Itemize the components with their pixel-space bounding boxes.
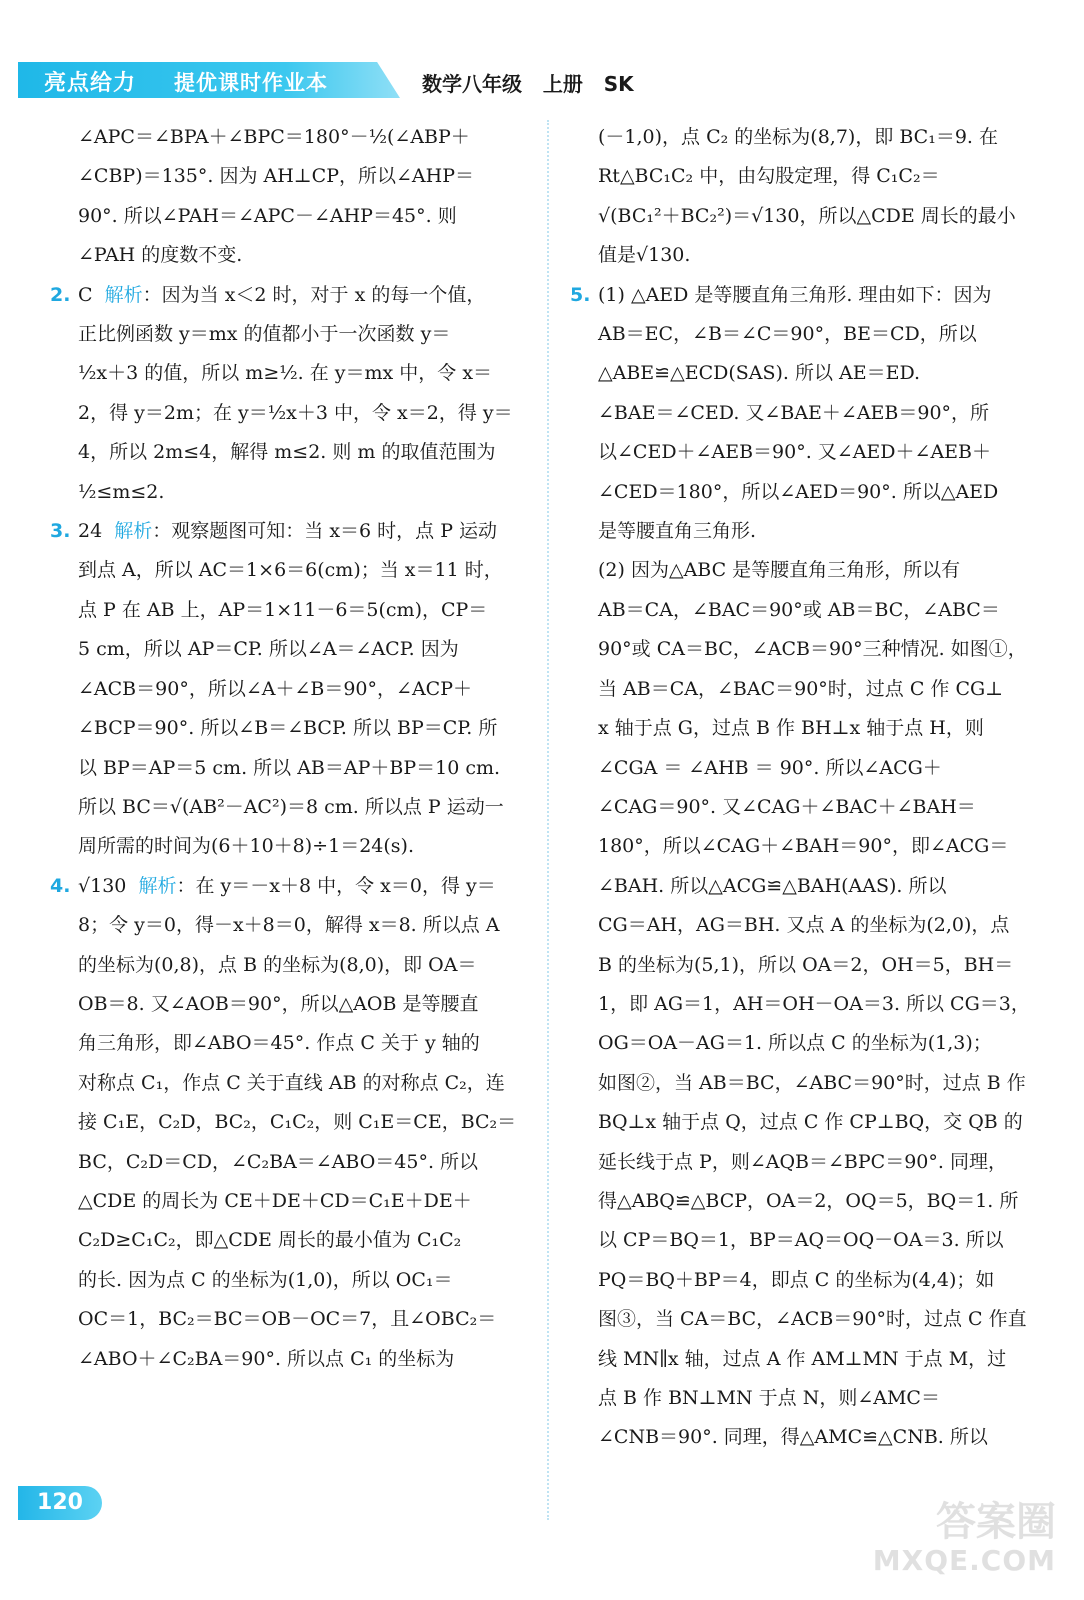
answer-line: ∠BAH. 所以△ACG≌△BAH(AAS). 所以 (598, 874, 947, 897)
item-number: 2. (50, 283, 71, 306)
brand-title: 亮点给力 (44, 71, 137, 96)
answer-line: 以 BP＝AP＝5 cm. 所以 AB＝AP＋BP＝10 cm. (78, 756, 501, 779)
continued-line: Rt△BC₁C₂ 中，由勾股定理，得 C₁C₂＝ (598, 165, 940, 188)
answer-line: ½≤m≤2. (78, 480, 165, 503)
answer-line: ∠BCP＝90°. 所以∠B＝∠BCP. 所以 BP＝CP. 所 (78, 717, 498, 740)
answer-line: PQ＝BQ＋BP＝4，即点 C 的坐标为(4,4)；如 (598, 1268, 995, 1291)
answer-line: ∠ABO＋∠C₂BA＝90°. 所以点 C₁ 的坐标为 (78, 1347, 455, 1370)
answer-line: 180°，所以∠CAG＋∠BAH＝90°，即∠ACG＝ (598, 835, 1009, 858)
answer-line: ∠CAG＝90°. 又∠CAG＋∠BAC＋∠BAH＝ (598, 795, 976, 818)
answer-line: ∠BAE＝∠CED. 又∠BAE＋∠AEB＝90°，所 (598, 401, 990, 424)
answer: √130 (78, 874, 127, 897)
answer-line: 角三角形，即∠ABO＝45°. 作点 C 关于 y 轴的 (78, 1032, 480, 1055)
answer-line: 是等腰直角三角形. (598, 520, 757, 543)
continued-line: √(BC₁²＋BC₂²)＝√130，所以△CDE 周长的最小 (598, 204, 1016, 227)
answer-line: (2) 因为△ABC 是等腰直角三角形，所以有 (598, 559, 961, 582)
answer-line (78, 867, 526, 906)
answer-line: (1) △AED 是等腰直角三角形. 理由如下：因为 (598, 283, 992, 306)
answer-line: OB＝8. 又∠AOB＝90°，所以△AOB 是等腰直 (78, 992, 479, 1015)
answer-text: ：在 y＝－x＋8 中，令 x＝0，得 y＝ (176, 874, 496, 897)
answer-line (78, 512, 526, 551)
answer-line: B 的坐标为(5,1)，所以 OA＝2，OH＝5，BH＝ (598, 953, 1014, 976)
watermark (862, 1490, 1062, 1590)
answer-line: ∠CNB＝90°. 同理，得△AMC≌△CNB. 所以 (598, 1426, 988, 1449)
answer-line: 对称点 C₁，作点 C 关于直线 AB 的对称点 C₂，连 (78, 1071, 505, 1094)
answer-line: AB＝EC，∠B＝∠C＝90°，BE＝CD，所以 (598, 323, 977, 346)
answer-line: ∠CED＝180°，所以∠AED＝90°. 所以△AED (598, 480, 999, 503)
answer-text: ：因为当 x＜2 时，对于 x 的每一个值， (142, 283, 486, 306)
answer-line: 2，得 y＝2m；在 y＝½x＋3 中，令 x＝2，得 y＝ (78, 401, 513, 424)
answer-line: 8；令 y＝0，得－x＋8＝0，解得 x＝8. 所以点 A (78, 914, 500, 937)
answer-item-5 (570, 276, 1046, 1458)
answer-line: 的坐标为(0,8)，点 B 的坐标为(8,0)，即 OA＝ (78, 953, 477, 976)
answer-line: 接 C₁E，C₂D，BC₂，C₁C₂，则 C₁E＝CE，BC₂＝ (78, 1111, 517, 1134)
answer: C (78, 283, 93, 306)
answer-line (78, 276, 526, 315)
item-number: 5. (570, 283, 591, 306)
answer-line: x 轴于点 G，过点 B 作 BH⊥x 轴于点 H，则 (598, 717, 984, 740)
answer-line: 所以 BC＝√(AB²－AC²)＝8 cm. 所以点 P 运动一 (78, 795, 504, 818)
left-column (50, 118, 526, 1379)
answer-line: OG＝OA－AG＝1. 所以点 C 的坐标为(1,3)； (598, 1032, 992, 1055)
book-info: 数学八年级 上册 SK (422, 72, 634, 96)
answer-line: 的长. 因为点 C 的坐标为(1,0)，所以 OC₁＝ (78, 1268, 453, 1291)
answer-line: ∠ACB＝90°，所以∠A＋∠B＝90°，∠ACP＋ (78, 677, 472, 700)
item-number: 3. (50, 520, 71, 543)
answer-line: AB＝CA，∠BAC＝90°或 AB＝BC，∠ABC＝ (598, 598, 1000, 621)
page-number: 120 (18, 1486, 102, 1520)
analysis-label: 解析 (138, 874, 177, 897)
answer-line: BC，C₂D＝CD，∠C₂BA＝∠ABO＝45°. 所以 (78, 1150, 479, 1173)
intro-line: ∠PAH 的度数不变. (78, 244, 243, 267)
page-header (18, 62, 678, 98)
answer-line: ½x＋3 的值，所以 m≥½. 在 y＝mx 中，令 x＝ (78, 362, 493, 385)
column-divider (547, 120, 549, 1520)
answer-line: 4，所以 2m≤4，解得 m≤2. 则 m 的取值范围为 (78, 441, 496, 464)
right-column (570, 118, 1046, 1458)
answer-text: ：观察题图可知：当 x＝6 时，点 P 运动 (152, 520, 498, 543)
answer-line: ∠CGA ＝ ∠AHB ＝ 90°. 所以∠ACG＋ (598, 756, 942, 779)
answer-line: 1，即 AG＝1，AH＝OH－OA＝3. 所以 CG＝3， (598, 992, 1030, 1015)
intro-line: ∠APC＝∠BPA＋∠BPC＝180°－½(∠ABP＋ (78, 126, 470, 148)
answer-line: △ABE≌△ECD(SAS). 所以 AE＝ED. (598, 362, 921, 385)
answer-line: 图③，当 CA＝BC，∠ACB＝90°时，过点 C 作直 (598, 1308, 1027, 1331)
watermark-url: MXQE.COM (872, 1544, 1056, 1577)
continued-line: 值是√130. (598, 244, 691, 267)
analysis-label: 解析 (114, 520, 153, 543)
intro-line: 90°. 所以∠PAH＝∠APC－∠AHP＝45°. 则 (78, 204, 457, 227)
continued-line: (－1,0)，点 C₂ 的坐标为(8,7)，即 BC₁＝9. 在 (598, 126, 998, 148)
answer-line: △CDE 的周长为 CE＋DE＋CD＝C₁E＋DE＋ (78, 1189, 472, 1212)
answer-line: 以∠CED＋∠AEB＝90°. 又∠AED＋∠AEB＋ (598, 441, 992, 464)
answer-line: 5 cm，所以 AP＝CP. 所以∠A＝∠ACP. 因为 (78, 638, 459, 661)
answer-item-2 (50, 276, 526, 512)
answer-line: 得△ABQ≌△BCP，OA＝2，OQ＝5，BQ＝1. 所 (598, 1189, 1019, 1212)
answer-line: 点 P 在 AB 上，AP＝1×11－6＝5(cm)，CP＝ (78, 598, 488, 621)
intro-line: ∠CBP)＝135°. 因为 AH⊥CP，所以∠AHP＝ (78, 165, 474, 188)
answer-line: 如图②，当 AB＝BC，∠ABC＝90°时，过点 B 作 (598, 1071, 1026, 1094)
watermark-logo: 答案圈 (936, 1499, 1056, 1545)
analysis-label: 解析 (104, 283, 143, 306)
answer-line: 延长线于点 P，则∠AQB＝∠BPC＝90°. 同理， (598, 1150, 1007, 1173)
answer-line: 线 MN∥x 轴，过点 A 作 AM⊥MN 于点 M，过 (598, 1347, 1007, 1370)
answer-line: 点 B 作 BN⊥MN 于点 N，则∠AMC＝ (598, 1387, 940, 1409)
answer-line: 周所需的时间为(6＋10＋8)÷1＝24(s). (78, 835, 414, 858)
answer-item-3 (50, 512, 526, 867)
answer-line: 以 CP＝BQ＝1，BP＝AQ＝OQ－OA＝3. 所以 (598, 1229, 1004, 1252)
answer-line: 到点 A，所以 AC＝1×6＝6(cm)；当 x＝11 时， (78, 559, 503, 582)
answer-line: BQ⊥x 轴于点 Q，过点 C 作 CP⊥BQ，交 QB 的 (598, 1111, 1023, 1134)
answer-line: 正比例函数 y＝mx 的值都小于一次函数 y＝ (78, 323, 451, 346)
answer-line: CG＝AH，AG＝BH. 又点 A 的坐标为(2,0)，点 (598, 914, 1010, 937)
answer-line: 当 AB＝CA，∠BAC＝90°时，过点 C 作 CG⊥ (598, 677, 1004, 700)
series-title: 提优课时作业本 (174, 71, 328, 95)
answer-line: OC＝1，BC₂＝BC＝OB－OC＝7，且∠OBC₂＝ (78, 1308, 497, 1331)
answer-line: 90°或 CA＝BC，∠ACB＝90°三种情况. 如图①， (598, 638, 1027, 661)
answer-line: C₂D≥C₁C₂，即△CDE 周长的最小值为 C₁C₂ (78, 1229, 462, 1252)
answer-item-4 (50, 867, 526, 1379)
answer: 24 (78, 520, 103, 543)
item-number: 4. (50, 874, 71, 897)
